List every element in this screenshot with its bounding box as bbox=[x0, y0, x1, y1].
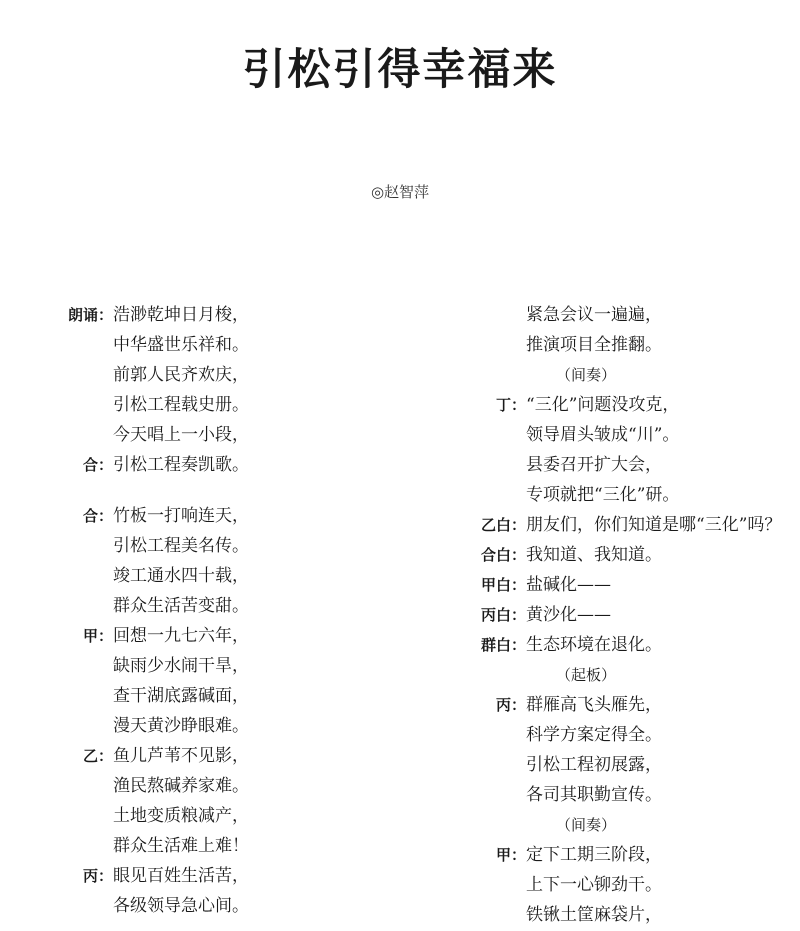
stage-direction-text: （起板） bbox=[555, 666, 616, 684]
verse-text: 上下一心铆劲干。 bbox=[526, 875, 662, 895]
verse-text: 定下工期三阶段， bbox=[526, 845, 662, 865]
verse-text: 黄沙化—— bbox=[526, 605, 611, 625]
verse-line bbox=[460, 480, 800, 510]
verse-line bbox=[40, 711, 380, 741]
verse-line bbox=[40, 390, 380, 420]
verse-line bbox=[460, 630, 800, 660]
speaker-label: 乙白： bbox=[480, 516, 526, 534]
poem-title: 引松引得幸福来 bbox=[242, 45, 558, 95]
verse-text: 中华盛世乐祥和。 bbox=[113, 335, 249, 355]
speaker-label: 丙： bbox=[495, 696, 526, 714]
verse-line bbox=[40, 651, 380, 681]
verse-line bbox=[460, 780, 800, 810]
verse-line bbox=[40, 420, 380, 450]
verse-line bbox=[40, 330, 380, 360]
stage-direction bbox=[460, 660, 800, 690]
speaker-label: 丙白： bbox=[480, 606, 526, 624]
verse-text: 引松工程奏凯歌。 bbox=[113, 455, 249, 475]
verse-text: 查干湖底露碱面， bbox=[113, 686, 249, 706]
verse-line bbox=[40, 300, 380, 330]
verse-text: 漫天黄沙睁眼难。 bbox=[113, 716, 249, 736]
speaker-label: 甲： bbox=[82, 627, 113, 645]
verse-text: 科学方案定得全。 bbox=[526, 725, 662, 745]
verse-text: 土地变质粮减产， bbox=[113, 806, 249, 826]
verse-text: 推演项目全推翻。 bbox=[526, 335, 662, 355]
verse-text: 群众生活难上难！ bbox=[113, 836, 249, 856]
verse-text: 县委召开扩大会， bbox=[526, 455, 662, 475]
stage-direction bbox=[460, 810, 800, 840]
verse-text: 渔民熬碱养家难。 bbox=[113, 776, 249, 796]
verse-line bbox=[40, 861, 380, 891]
verse-line bbox=[460, 600, 800, 630]
verse-line bbox=[460, 840, 800, 870]
verse-text: 缺雨少水闹干旱， bbox=[113, 656, 249, 676]
verse-text: 竣工通水四十载， bbox=[113, 566, 249, 586]
verse-text: 领导眉头皱成“川”。 bbox=[526, 425, 680, 445]
verse-text: 盐碱化—— bbox=[526, 575, 611, 595]
verse-line bbox=[40, 681, 380, 711]
speaker-label: 甲白： bbox=[480, 576, 526, 594]
verse-line bbox=[460, 720, 800, 750]
speaker-label: 合： bbox=[82, 507, 113, 525]
verse-line bbox=[40, 891, 380, 921]
left-column bbox=[40, 300, 380, 921]
speaker-label: 合： bbox=[82, 456, 113, 474]
verse-text: 生态环境在退化。 bbox=[526, 635, 662, 655]
verse-text: 群雁高飞头雁先， bbox=[526, 695, 662, 715]
stage-direction-text: （间奏） bbox=[555, 816, 616, 834]
verse-text: 浩渺乾坤日月梭， bbox=[113, 305, 249, 325]
verse-line bbox=[460, 570, 800, 600]
verse-text: 竹板一打响连天， bbox=[113, 506, 249, 526]
speaker-label: 丁： bbox=[495, 396, 526, 414]
verse-line bbox=[460, 540, 800, 570]
verse-text: 引松工程美名传。 bbox=[113, 536, 249, 556]
verse-line bbox=[40, 531, 380, 561]
verse-line bbox=[460, 750, 800, 780]
verse-line bbox=[40, 561, 380, 591]
verse-line bbox=[460, 510, 800, 540]
verse-line bbox=[40, 831, 380, 861]
verse-line bbox=[460, 900, 800, 930]
stage-direction-text: （间奏） bbox=[555, 366, 616, 384]
verse-line bbox=[40, 741, 380, 771]
verse-text: 各司其职勤宣传。 bbox=[526, 785, 662, 805]
verse-line bbox=[460, 450, 800, 480]
verse-line bbox=[460, 870, 800, 900]
verse-line bbox=[40, 360, 380, 390]
verse-text: 回想一九七六年， bbox=[113, 626, 249, 646]
verse-text: 朋友们，你们知道是哪“三化”吗？ bbox=[526, 515, 782, 535]
speaker-label: 合白： bbox=[480, 546, 526, 564]
verse-text: 群众生活苦变甜。 bbox=[113, 596, 249, 616]
verse-line bbox=[40, 501, 380, 531]
verse-text: 鱼儿芦苇不见影， bbox=[113, 746, 249, 766]
stanza-gap bbox=[40, 480, 380, 501]
speaker-label: 群白： bbox=[480, 636, 526, 654]
verse-text: “三化”问题没攻克， bbox=[526, 395, 680, 415]
verse-text: 前郭人民齐欢庆， bbox=[113, 365, 249, 385]
verse-line bbox=[40, 771, 380, 801]
verse-text: 眼见百姓生活苦， bbox=[113, 866, 249, 886]
verse-text: 铁锹土筐麻袋片， bbox=[526, 905, 662, 925]
verse-text: 各级领导急心间。 bbox=[113, 896, 249, 916]
verse-text: 引松工程初展露， bbox=[526, 755, 662, 775]
right-column bbox=[460, 300, 800, 930]
verse-line bbox=[40, 801, 380, 831]
verse-text: 紧急会议一遍遍， bbox=[526, 305, 662, 325]
verse-line bbox=[40, 591, 380, 621]
author-byline: ◎赵智萍 bbox=[370, 183, 430, 201]
speaker-label: 乙： bbox=[82, 747, 113, 765]
verse-text: 今天唱上一小段， bbox=[113, 425, 249, 445]
verse-text: 我知道、我知道。 bbox=[526, 545, 662, 565]
verse-line bbox=[460, 390, 800, 420]
verse-line bbox=[40, 621, 380, 651]
stage-direction bbox=[460, 360, 800, 390]
speaker-label: 丙： bbox=[82, 867, 113, 885]
verse-text: 专项就把“三化”研。 bbox=[526, 485, 680, 505]
speaker-label: 甲： bbox=[495, 846, 526, 864]
verse-line bbox=[40, 450, 380, 480]
verse-line bbox=[460, 300, 800, 330]
verse-line bbox=[460, 420, 800, 450]
verse-text: 引松工程载史册。 bbox=[113, 395, 249, 415]
speaker-label: 朗诵： bbox=[67, 306, 113, 324]
verse-line bbox=[460, 330, 800, 360]
verse-line bbox=[460, 690, 800, 720]
